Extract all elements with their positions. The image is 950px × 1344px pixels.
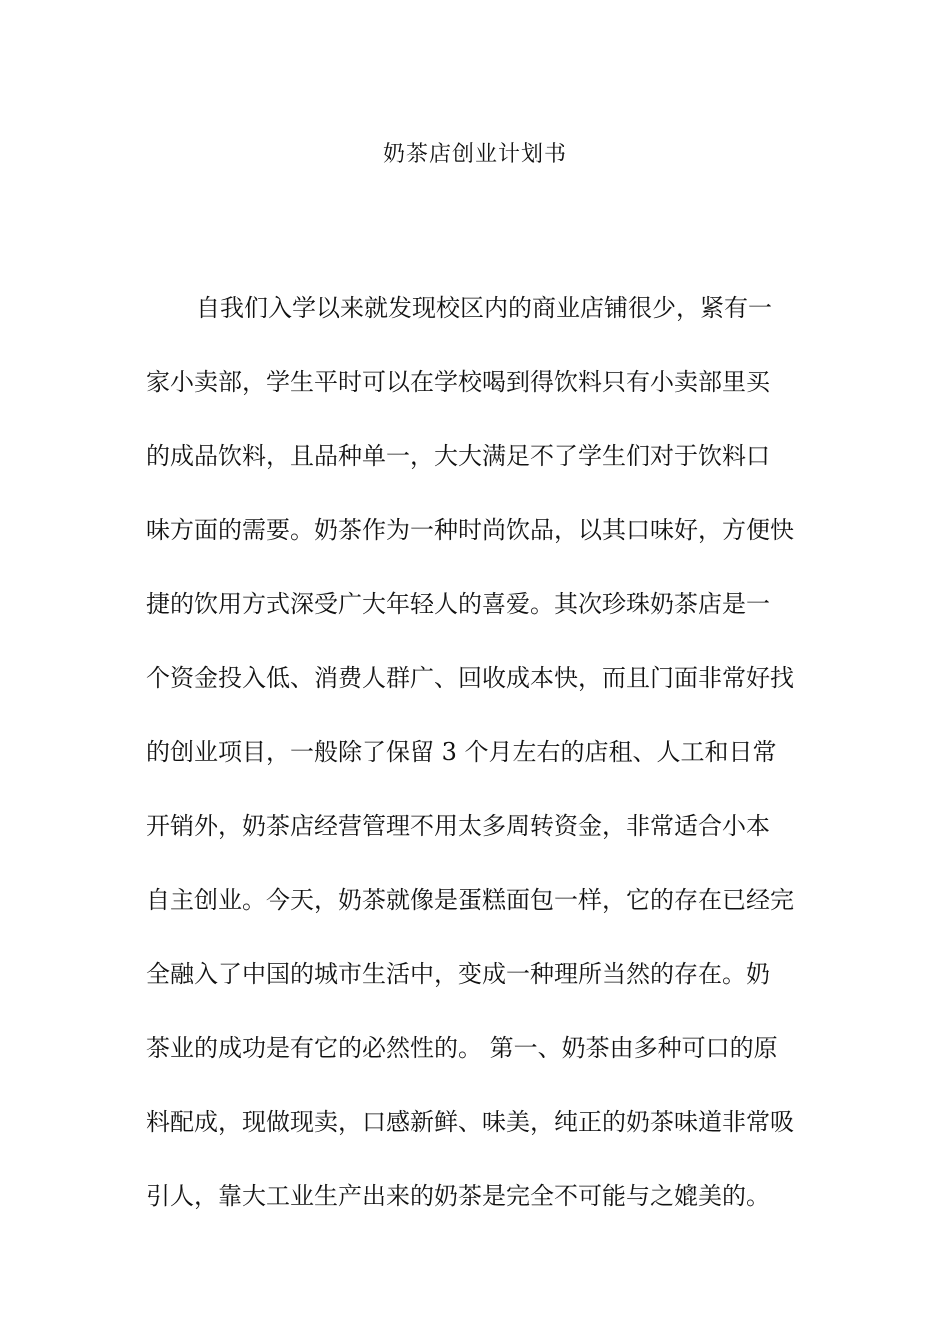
body-paragraph <box>146 290 806 1252</box>
paragraph-line: 全融入了中国的城市生活中，变成一种理所当然的存在。奶 <box>146 960 770 988</box>
document-title: 奶茶店创业计划书 <box>382 142 567 167</box>
paragraph-line: 家小卖部，学生平时可以在学校喝到得饮料只有小卖部里买 <box>146 368 770 396</box>
paragraph-line: 引人，靠大工业生产出来的奶茶是完全不可能与之媲美的。 <box>146 1182 770 1210</box>
paragraph-line: 的成品饮料，且品种单一，大大满足不了学生们对于饮料口 <box>146 442 770 470</box>
paragraph-line: 自我们入学以来就发现校区内的商业店铺很少，紧有一 <box>196 294 772 322</box>
paragraph-line: 味方面的需要。奶茶作为一种时尚饮品，以其口味好，方便快 <box>146 516 794 544</box>
paragraph-line: 料配成，现做现卖，口感新鲜、味美，纯正的奶茶味道非常吸 <box>146 1108 794 1136</box>
paragraph-line: 开销外，奶茶店经营管理不用太多周转资金，非常适合小本 <box>146 812 770 840</box>
paragraph-line: 茶业的成功是有它的必然性的。 第一、奶茶由多种可口的原 <box>146 1034 778 1062</box>
paragraph-line: 的创业项目，一般除了保留 3 个月左右的店租、人工和日常 <box>146 738 777 766</box>
paragraph-line: 个资金投入低、消费人群广、回收成本快，而且门面非常好找 <box>146 664 794 692</box>
paragraph-line: 自主创业。今天，奶茶就像是蛋糕面包一样，它的存在已经完 <box>146 886 794 914</box>
paragraph-line: 捷的饮用方式深受广大年轻人的喜爱。其次珍珠奶茶店是一 <box>146 590 770 618</box>
